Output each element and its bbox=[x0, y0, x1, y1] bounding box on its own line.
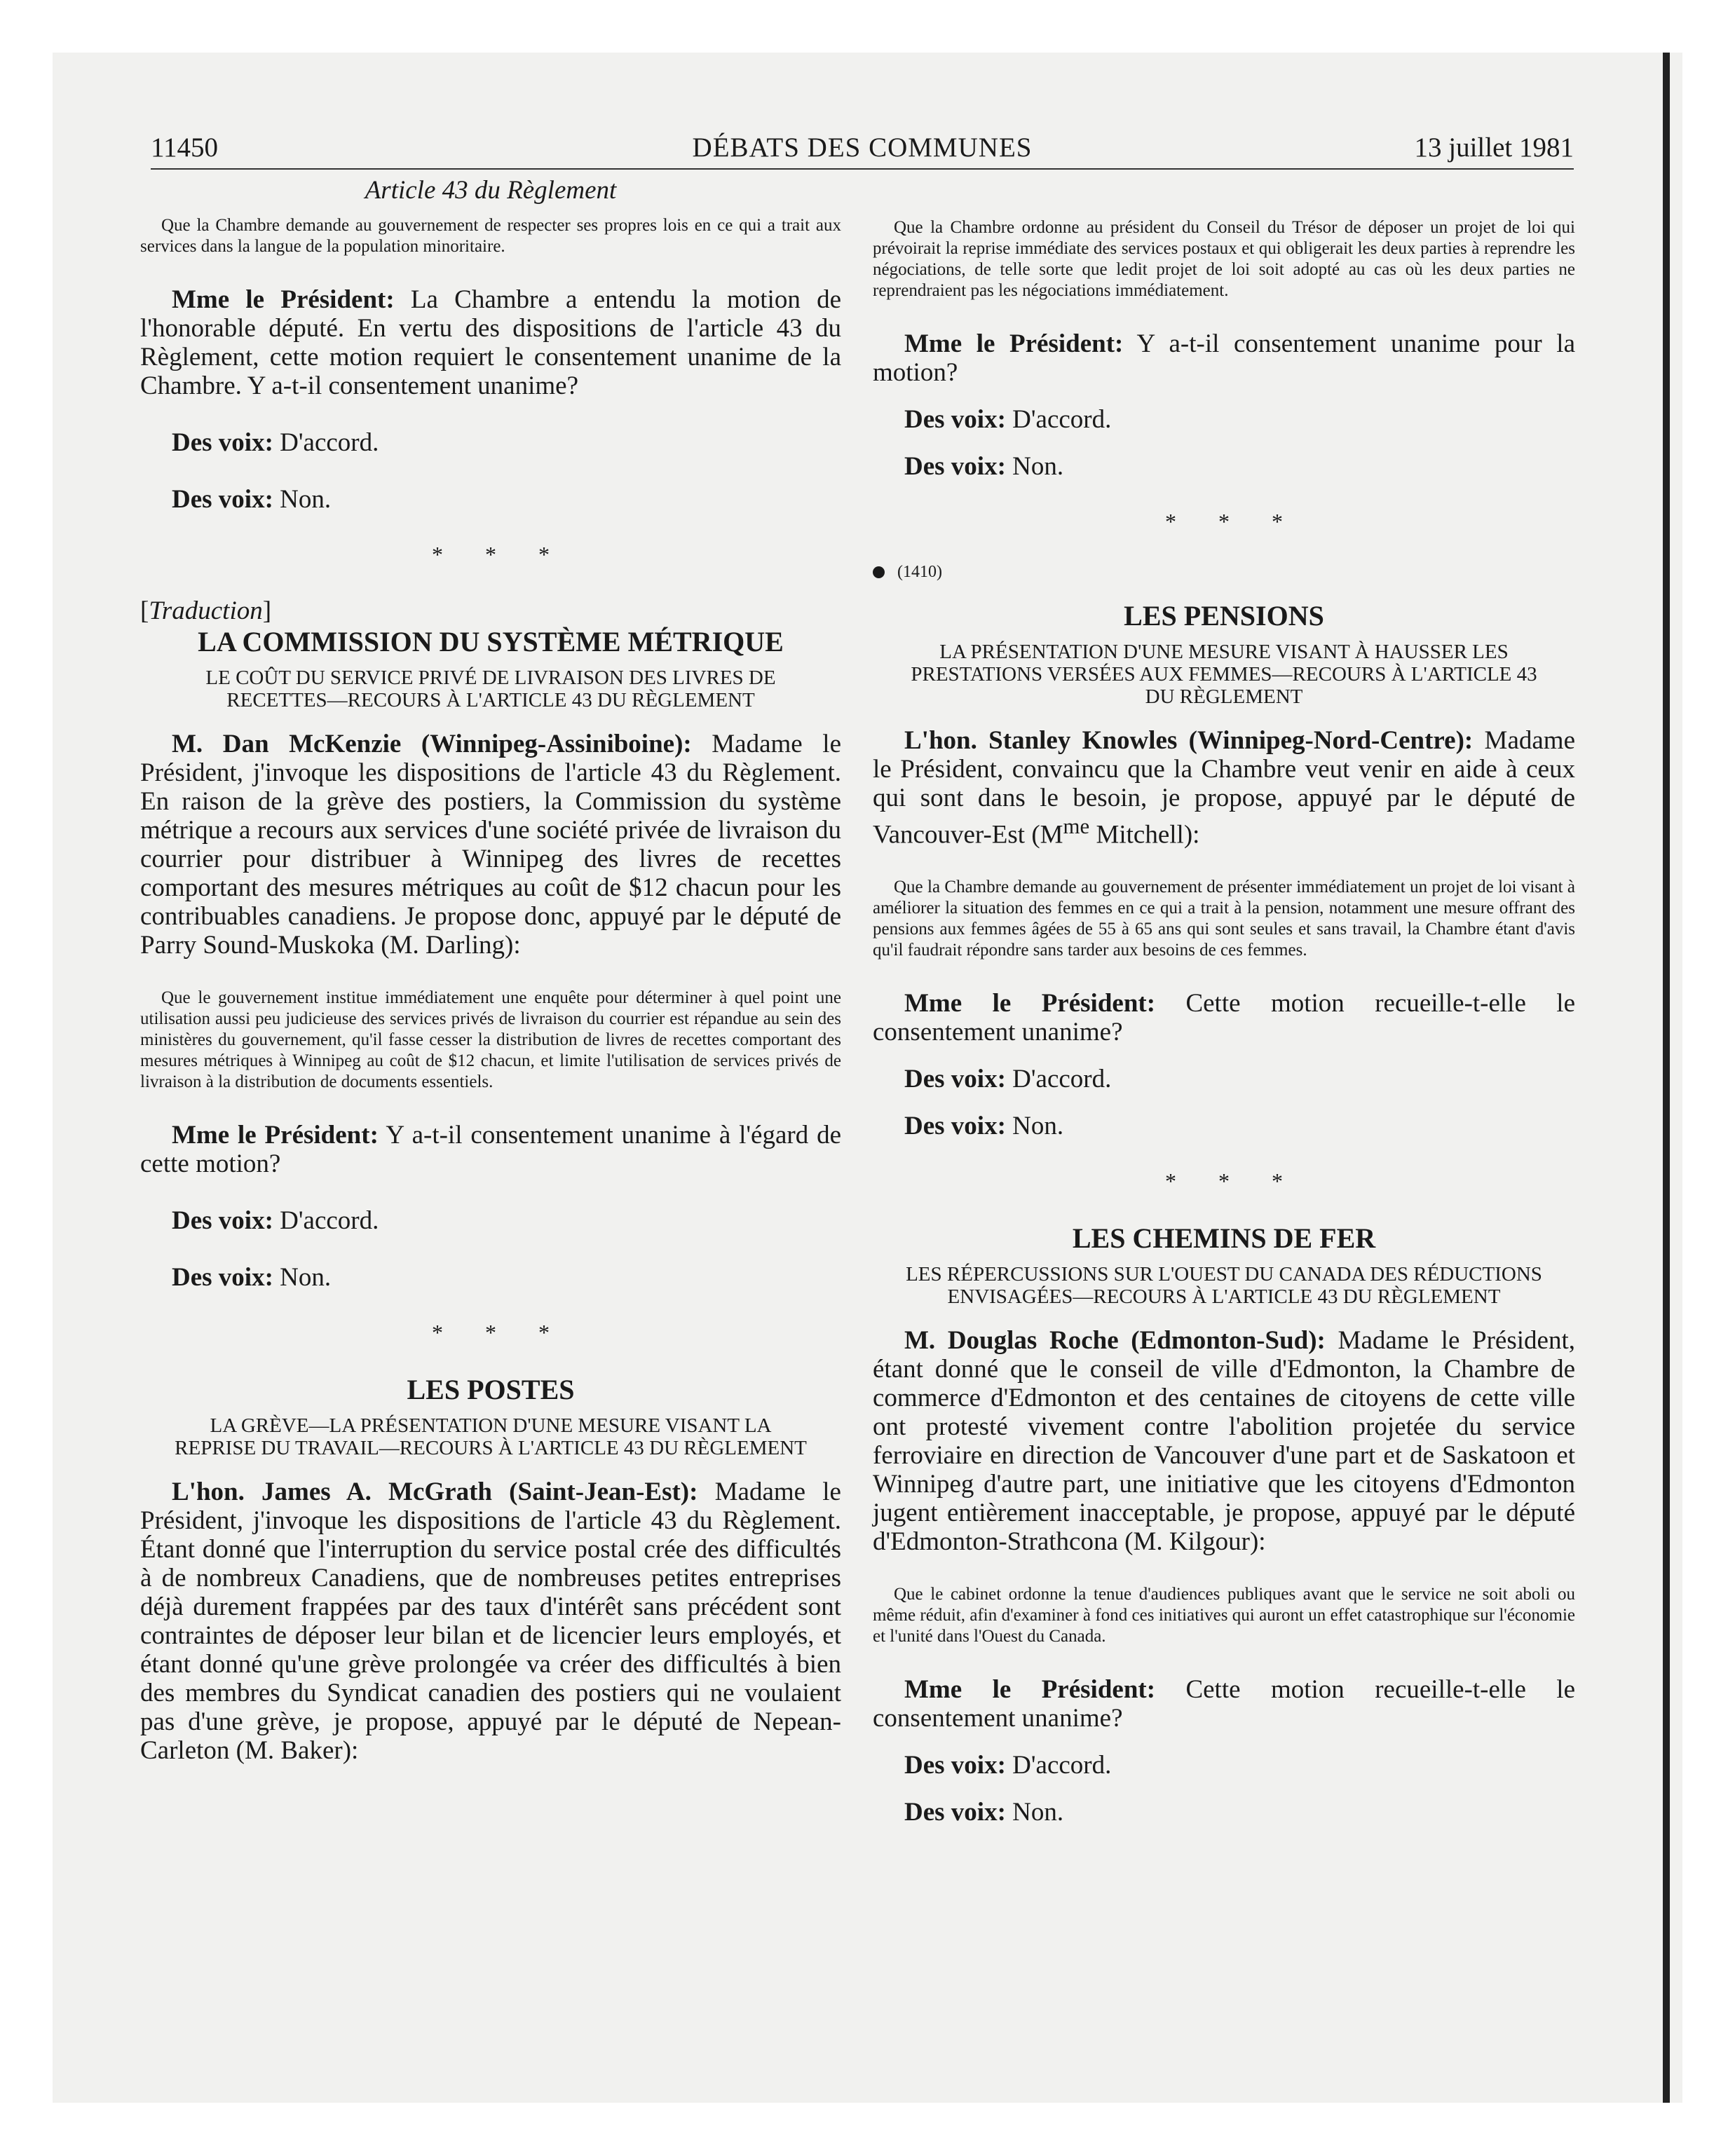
speaker-name: Mme le Président: bbox=[904, 329, 1124, 358]
section-subheading: LA PRÉSENTATION D'UNE MESURE VISANT À HAUSSER LES PRESTATIONS VERSÉES AUX FEMMES—RECOURS À L'ARTICLE 43 DU RÈGLEMENT bbox=[911, 641, 1537, 708]
section-subheading: LES RÉPERCUSSIONS SUR L'OUEST DU CANADA DES RÉDUCTIONS ENVISAGÉES—RECOURS À L'ARTICLE 43 DU RÈGLEMENT bbox=[906, 1263, 1542, 1309]
motion-text: Que le cabinet ordonne la tenue d'audiences publiques avant que le service ne soit aboli ou même réduit, afin d'examiner à fond ces initiatives qui auront un effet catastrophique sur l'économie et l'unité dans l'Ouest du Canada. bbox=[873, 1585, 1575, 1646]
speech-paragraph bbox=[873, 726, 1575, 849]
speech-text: Madame le Président, j'invoque les dispositions de l'article 43 du Règlement. Étant donné que l'interruption du service postal crée des difficultés à de nombreux Canadiens, que de nombreuses petites entreprises déjà durement frappées par des taux d'intérêt sans précédent sont contraintes de déposer leur bilan et de licencier leurs employés, et étant donné qu'une grève prolongée va créer des difficultés à bien des membres du Syndicat canadien des postiers qui ne voulaient pas d'une grève, je propose, appuyé par le député de Nepean-Carleton (M. Baker): bbox=[140, 1478, 841, 1765]
speech-paragraph bbox=[873, 1675, 1575, 1733]
motion-text: Que la Chambre demande au gouvernement de présenter immédiatement un projet de loi visant à améliorer la situation des femmes en ce qui a trait à la pension, notamment une mesure offrant des pensions aux femmes âgées de 55 à 65 ans qui sont seules et sans travail, la Chambre étant d'avis qu'il faudrait répondre sans tarder aux besoins de ces femmes. bbox=[873, 878, 1575, 960]
left-column bbox=[140, 175, 841, 1765]
speaker-name: M. Dan McKenzie (Winnipeg-Assiniboine): bbox=[172, 730, 692, 758]
section-separator: * * * bbox=[432, 1320, 568, 1345]
speaker-name: Des voix: bbox=[172, 1263, 273, 1292]
speaker-name: Des voix: bbox=[904, 452, 1006, 481]
speaker-name: Des voix: bbox=[172, 485, 273, 514]
superscript: me bbox=[1063, 814, 1090, 838]
timestamp-marker bbox=[873, 563, 1575, 582]
speaker-name: Des voix: bbox=[904, 1065, 1006, 1094]
speaker-name: Mme le Président: bbox=[172, 285, 395, 314]
speaker-name: L'hon. Stanley Knowles (Winnipeg-Nord-Centre): bbox=[904, 726, 1474, 755]
speech-paragraph bbox=[873, 989, 1575, 1046]
speech-text: D'accord. bbox=[273, 1206, 379, 1235]
speaker-name: Mme le Président: bbox=[904, 1675, 1156, 1705]
speech-text: D'accord. bbox=[273, 428, 379, 457]
speech-text: Y a-t-il consentement unanime pour la motion? bbox=[873, 329, 1576, 387]
speech-text: Cette motion recueille-t-elle le consentement unanime? bbox=[873, 1675, 1575, 1733]
section-heading: LES POSTES bbox=[407, 1374, 575, 1405]
speech-text: Cette motion recueille-t-elle le consentement unanime? bbox=[873, 989, 1575, 1047]
scan-edge-bar bbox=[1663, 53, 1670, 2103]
speaker-name: Des voix: bbox=[904, 405, 1006, 434]
speech-text: La Chambre a entendu la motion de l'honorable député. En vertu des dispositions de l'article 43 du Règlement, cette motion requiert le consentement unanime de la Chambre. Y a-t-il consentement unanime? bbox=[140, 285, 841, 400]
section-heading: LA COMMISSION DU SYSTÈME MÉTRIQUE bbox=[198, 626, 784, 657]
section-subheading: LE COÛT DU SERVICE PRIVÉ DE LIVRAISON DES LIVRES DE RECETTES—RECOURS À L'ARTICLE 43 DU RÈGLEMENT bbox=[205, 667, 776, 711]
section-heading: LES CHEMINS DE FER bbox=[1072, 1222, 1376, 1255]
speech-paragraph bbox=[873, 329, 1575, 387]
right-column bbox=[873, 175, 1575, 1827]
speech-paragraph bbox=[140, 285, 841, 400]
voice-response bbox=[873, 452, 1575, 481]
voice-response bbox=[140, 428, 841, 457]
speech-text: Non. bbox=[273, 1263, 332, 1292]
voice-response bbox=[873, 1751, 1575, 1780]
speech-text: Madame le Président, j'invoque les dispositions de l'article 43 du Règlement. En raison de la grève des postiers, la Commission du système métrique a recours aux services d'une société privée de livraison du courrier pour distribuer à Winnipeg des livres de recettes comportant des mesures métriques au coût de $12 chacun pour les contribuables canadiens. Je propose donc, appuyé par le député de Parry Sound-Muskoka (M. Darling): bbox=[140, 730, 841, 960]
section-heading: LES PENSIONS bbox=[1124, 600, 1324, 632]
speech-text: D'accord. bbox=[1005, 1751, 1112, 1780]
section-separator: * * * bbox=[1165, 509, 1301, 534]
speech-paragraph bbox=[140, 1478, 841, 1765]
speech-text: D'accord. bbox=[1005, 1065, 1112, 1094]
voice-response bbox=[873, 1112, 1575, 1140]
page-header bbox=[151, 126, 1574, 170]
speech-paragraph bbox=[140, 1121, 841, 1178]
speaker-name: Des voix: bbox=[904, 1112, 1006, 1141]
section-separator: * * * bbox=[432, 542, 568, 567]
speech-text: Y a-t-il consentement unanime à l'égard de cette motion? bbox=[140, 1121, 841, 1178]
speaker-name: Des voix: bbox=[172, 1206, 273, 1235]
voice-response bbox=[140, 485, 841, 514]
speaker-name: Mme le Président: bbox=[904, 989, 1156, 1018]
motion-text: Que la Chambre demande au gouvernement de respecter ses propres lois en ce qui a trait aux services dans la langue de la population minoritaire. bbox=[140, 216, 841, 256]
voice-response bbox=[873, 405, 1575, 434]
timestamp: (1410) bbox=[897, 563, 942, 581]
speech-text: D'accord. bbox=[1005, 405, 1112, 434]
speech-text: Mitchell): bbox=[1089, 820, 1200, 850]
translation-label: Traduction bbox=[149, 596, 263, 625]
rubric: Article 43 du Règlement bbox=[365, 176, 617, 205]
speaker-name: L'hon. James A. McGrath (Saint-Jean-Est): bbox=[172, 1478, 698, 1506]
speaker-name: M. Douglas Roche (Edmonton-Sud): bbox=[904, 1326, 1326, 1356]
speech-paragraph bbox=[873, 1326, 1575, 1556]
speech-text: Madame le Président, convaincu que la Chambre veut venir en aide à ceux qui sont dans le besoin, je propose, appuyé par le député de Vancouver-Est (M bbox=[873, 726, 1576, 850]
speech-text: Madame le Président, étant donné que le conseil de ville d'Edmonton, la Chambre de commerce d'Edmonton et des centaines de citoyens de cette ville ont protesté vivement contre l'abolition projetée du service ferroviaire en direction de Vancouver d'une part et de Saskatoon et Winnipeg d'autre part, une initiative que les citoyens d'Edmonton jugent entièrement inacceptable, je propose, appuyé par le député d'Edmonton-Strathcona (M. Kilgour): bbox=[873, 1326, 1575, 1557]
speech-text: Non. bbox=[1005, 452, 1064, 481]
speaker-name: Des voix: bbox=[904, 1751, 1006, 1780]
publication-title: DÉBATS DES COMMUNES bbox=[692, 132, 1033, 163]
voice-response bbox=[140, 1263, 841, 1292]
page-number: 11450 bbox=[151, 132, 219, 163]
section-separator: * * * bbox=[1165, 1168, 1301, 1194]
speech-text: Non. bbox=[1005, 1798, 1064, 1827]
motion-text: Que le gouvernement institue immédiatement une enquête pour déterminer à quel point une utilisation aussi peu judicieuse des services privés de livraison du courrier est répandue au sein des ministères du gouvernement, qu'il fasse cesser la distribution de livres de recettes comportant des mesures métriques à Winnipeg au coût de $12 chacun, et limite l'utilisation de services privés de livraison à la distribution de documents essentiels. bbox=[140, 988, 841, 1091]
motion-text: Que la Chambre ordonne au président du Conseil du Trésor de déposer un projet de loi qui prévoirait la reprise immédiate des services postaux et qui obligerait les deux parties à reprendre les négociations, de telle sorte que ledit projet de loi soit adopté au cas où les deux parties ne reprendraient pas les négociations immédiatement. bbox=[873, 218, 1575, 300]
voice-response bbox=[140, 1206, 841, 1235]
speech-text: Non. bbox=[1005, 1112, 1064, 1141]
speaker-name: Des voix: bbox=[904, 1798, 1006, 1827]
section-subheading: LA GRÈVE—LA PRÉSENTATION D'UNE MESURE VISANT LA REPRISE DU TRAVAIL—RECOURS À L'ARTICLE 43 DU RÈGLEMENT bbox=[175, 1414, 807, 1459]
speaker-name: Mme le Président: bbox=[172, 1121, 379, 1149]
bullet-dot-icon bbox=[873, 566, 885, 578]
voice-response bbox=[873, 1065, 1575, 1093]
translation-marker: [Traduction] bbox=[140, 596, 272, 625]
speech-paragraph bbox=[140, 730, 841, 960]
speech-text: Non. bbox=[273, 485, 332, 514]
speaker-name: Des voix: bbox=[172, 428, 273, 457]
voice-response bbox=[873, 1798, 1575, 1827]
page-date: 13 juillet 1981 bbox=[1414, 132, 1574, 163]
